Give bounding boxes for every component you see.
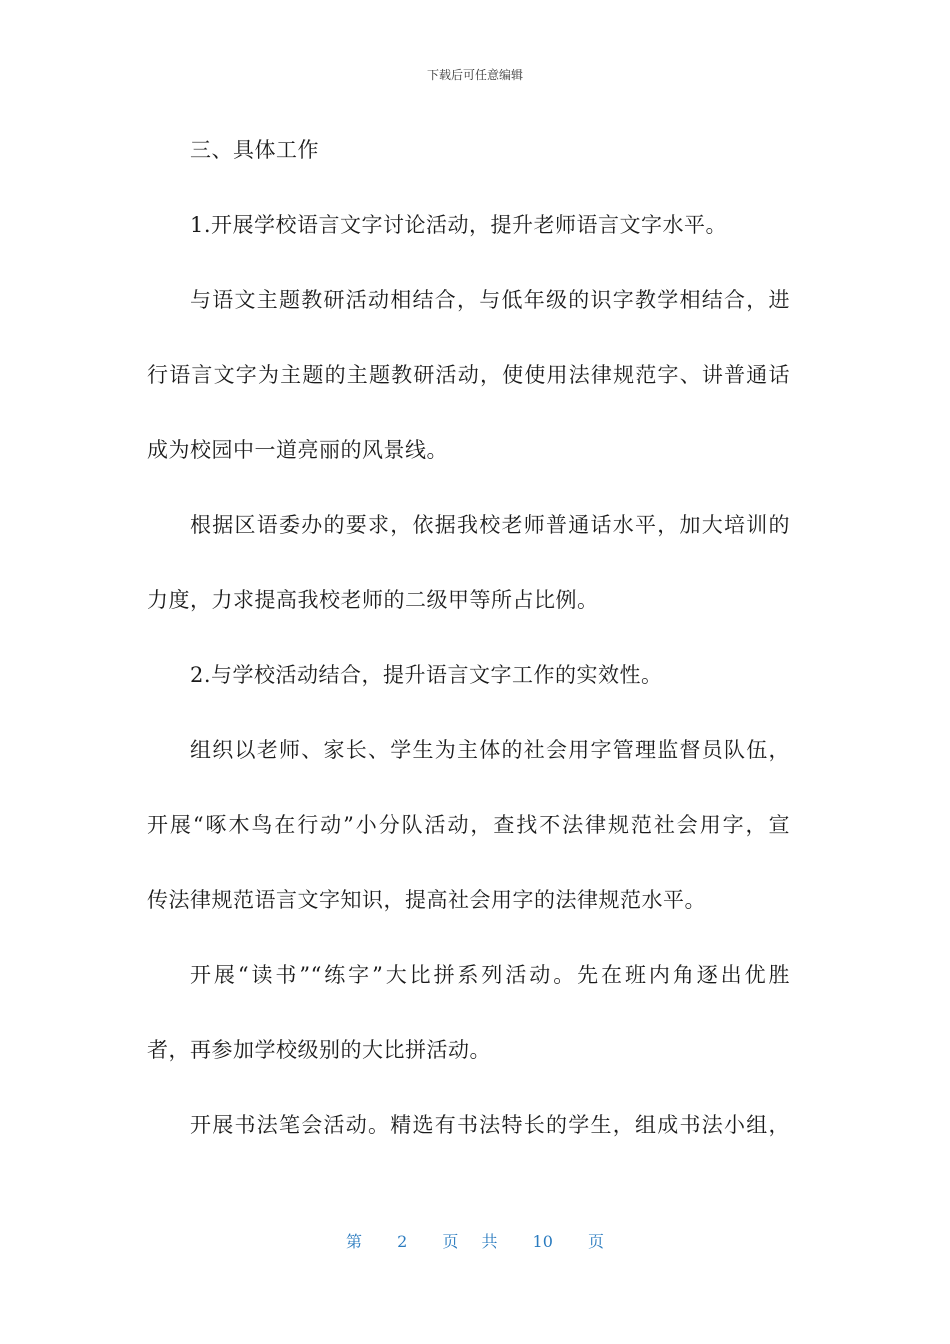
footer-suffix: 页 bbox=[588, 1232, 605, 1251]
paragraph-line: 传法律规范语言文字知识，提高社会用字的法律规范水平。 bbox=[147, 888, 706, 912]
page-footer bbox=[0, 1229, 950, 1252]
paragraph-line: 根据区语委办的要求，依据我校老师普通话水平，加大培训的 bbox=[190, 513, 790, 537]
paragraph-line: 成为校园中一道亮丽的风景线。 bbox=[147, 438, 448, 462]
footer-prefix: 第 bbox=[345, 1232, 362, 1251]
footer-total-pages: 10 bbox=[532, 1232, 553, 1251]
subheading-2: 2.与学校活动结合，提升语言文字工作的实效性。 bbox=[190, 663, 663, 687]
footer-middle: 页 共 bbox=[442, 1232, 498, 1251]
paragraph-line: 与语文主题教研活动相结合，与低年级的识字教学相结合，进 bbox=[190, 288, 790, 312]
paragraph-line: 开展“读书”“练字”大比拼系列活动。先在班内角逐出优胜 bbox=[190, 963, 790, 987]
footer-page-number: 2 bbox=[397, 1232, 408, 1251]
paragraph-line: 组织以老师、家长、学生为主体的社会用字管理监督员队伍， bbox=[190, 738, 790, 762]
paragraph-line: 行语言文字为主题的主题教研活动，使使用法律规范字、讲普通话 bbox=[147, 363, 790, 387]
paragraph-line: 力度，力求提高我校老师的二级甲等所占比例。 bbox=[147, 588, 599, 612]
paragraph-line: 开展书法笔会活动。精选有书法特长的学生，组成书法小组， bbox=[190, 1113, 790, 1137]
section-heading: 三、具体工作 bbox=[190, 138, 319, 162]
paragraph-line: 者，再参加学校级别的大比拼活动。 bbox=[147, 1038, 491, 1062]
page-header-note: 下载后可任意编辑 bbox=[426, 68, 523, 82]
paragraph-line: 开展“啄木鸟在行动”小分队活动，查找不法律规范社会用字，宣 bbox=[147, 813, 790, 837]
subheading-1: 1.开展学校语言文字讨论活动，提升老师语言文字水平。 bbox=[190, 213, 728, 237]
